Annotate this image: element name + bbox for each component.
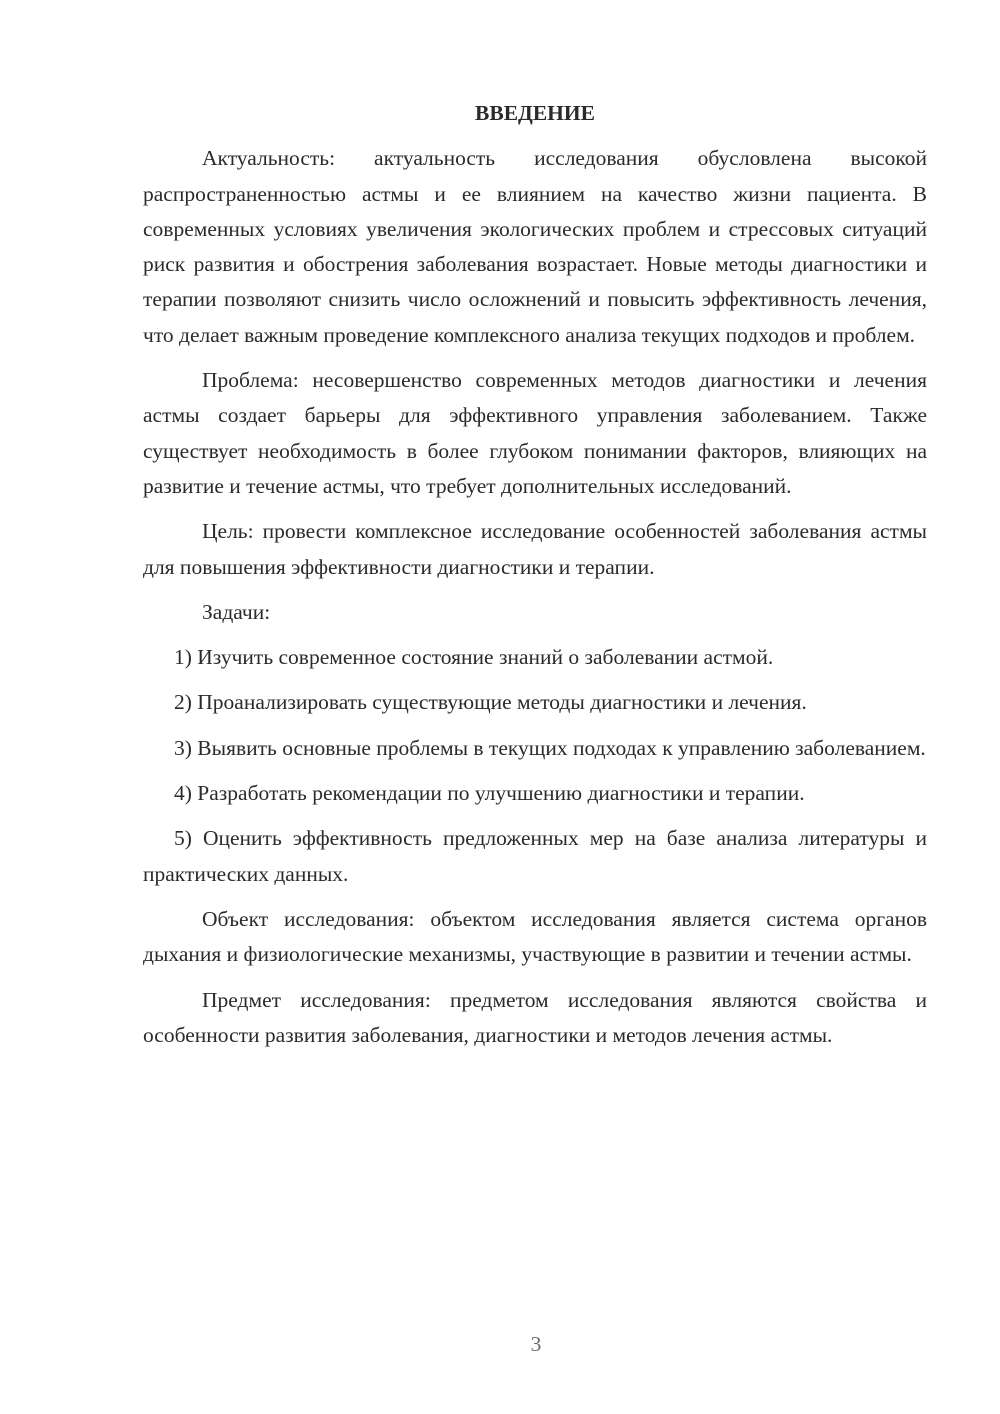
goal-paragraph: Цель: провести комплексное исследование особенностей заболевания астмы для повышения эффективности диагностики и терапии.: [143, 519, 927, 579]
task-item: 4) Разработать рекомендации по улучшению диагностики и терапии.: [174, 781, 805, 806]
task-item: 2) Проанализировать существующие методы диагностики и лечения.: [174, 690, 807, 715]
problem-paragraph: Проблема: несовершенство современных методов диагностики и лечения астмы создает барьеры для эффективного управления заболеванием. Также существует необходимость в более глубоком понимании факторов, влияющих на развитие и течение астмы, что требует дополнительных исследований.: [143, 368, 927, 498]
relevance-paragraph: Актуальность: актуальность исследования обусловлена высокой распространенностью астмы и ее влиянием на качество жизни пациента. В современных условиях увеличения экологических проблем и стрессовых ситуаций риск развития и обострения заболевания возрастает. Новые методы диагностики и терапии позволяют снизить число осложнений и повысить эффективность лечения, что делает важным проведение комплексного анализа текущих подходов и проблем.: [143, 146, 927, 347]
task-item: 5) Оценить эффективность предложенных мер на базе анализа литературы и практических данных.: [143, 826, 927, 886]
tasks-heading: Задачи:: [202, 599, 271, 624]
subject-paragraph: Предмет исследования: предметом исследования являются свойства и особенности развития заболевания, диагностики и методов лечения астмы.: [143, 987, 927, 1047]
page-number: 3: [530, 1332, 542, 1356]
page-content: [143, 96, 927, 1063]
page-title: ВВЕДЕНИЕ: [475, 101, 595, 125]
task-item: 1) Изучить современное состояние знаний о заболевании астмой.: [174, 645, 774, 670]
object-paragraph: Объект исследования: объектом исследования является система органов дыхания и физиологические механизмы, участвующие в развитии и течении астмы.: [143, 906, 927, 967]
task-item: 3) Выявить основные проблемы в текущих подходах к управлению заболеванием.: [174, 735, 926, 760]
